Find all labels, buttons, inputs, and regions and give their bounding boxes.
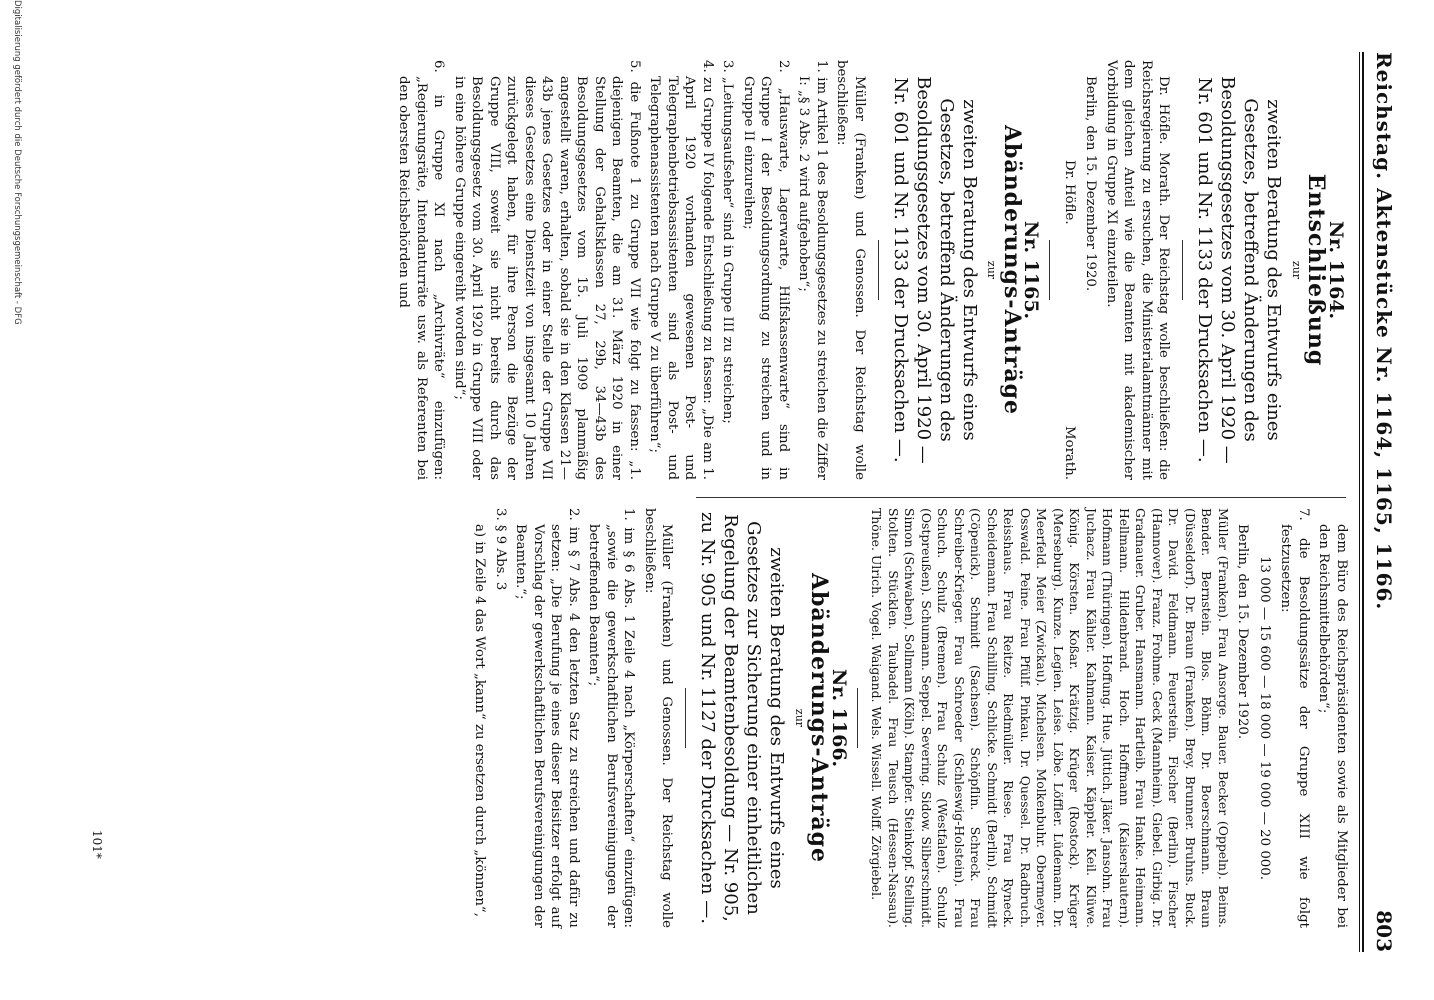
list-item: 1. im § 6 Abs. 1 Zeile 4 nach „Körperschaften“ einzufügen: „sowie die gewerkschaftlichen Berufsvereinigungen der betreffenden Beamten“; bbox=[586, 508, 637, 928]
intro-1165: Müller (Franken) und Genossen. Der Reichstag wolle beschließen: bbox=[834, 60, 867, 480]
list-item: 3. § 9 Abs. 3 bbox=[493, 508, 508, 591]
list-item: a) in Zeile 4 das Wort „kann“ zu ersetzen durch „können“, bbox=[472, 524, 488, 917]
antraege-heading-1166: Abänderungs-Anträge bbox=[806, 572, 833, 863]
continuation-line: dem Büro des Reichspräsidenten sowie als Mitglieder bei den Reichsmittelbehörden“; bbox=[1316, 524, 1349, 928]
page-number: 803 bbox=[1372, 910, 1396, 952]
signatories-list: Müller (Franken). Frau Ansorge. Bauer. Becker (Oppeln). Beims. Bender. Bernstein. Blos. Böhm. Dr. Boerschmann. Braun (Düsseldorf). Dr. Braun (Franken). Brey. Brunner. Bruhns. Buck. Dr. David. Feldmann. Feuerstein. Fischer (Berlin). Fischer (Hannover). Franz. Frohme. Geck (Mannheim). Giebel. Girbig. Dr. Gradnauer. Gruber. Hansmann. Hartleib. Frau Hanke. Heimann. Hellmann. Hildenbrand. Hoch. Hoffmann (Kaiserslautern). Hofmann (Thüringen). Hoffung. Hue. Jüttich. Jäker. Jansohn. Frau Juchacz. Frau Kähler. Kahmann. Kaiser. Käppler. Keil. Klüwe. König. Körsten. Koßar. Krätzig. Krüger (Rostock). Krüger (Merseburg). Kunze. Legien. Leise. Löbe. Löffler. Lüdemann. Dr. Meerfeld. Meier (Zwickau). Michelsen. Molkenbuhr. Obermeyer. Osswald. Peine. Frau Pfülf. Pinkau. Dr. Quessel. Dr. Radbruch. Reisshaus. Frau Reitze. Riedmüller. Riese. Frau Ryneck. Scheidemann. Frau Schilling. Schlicke. Schmidt (Berlin). Schmidt (Cöpenick). Schmidt (Sachsen). Schöpflin. Schreck. Frau Schreiber-Krieger. Frau Schroeder (Schleswig-Holstein). Frau Schuch. Schulz (Bremen). Frau Schulz (Westfalen). Schulz (Ostpreußen). Schumann. Seppel. Severing. Sidow. Silberschmidt. Simon (Schwaben). Sollmann (Köln). Stampfer. Steinkopf. Stelling. Stolten. Stücklen. Taubadel. Frau Teusch (Hessen-Nassau). Thöne. Ulrich. Vogel. Waigand. Wels. Wissell. Wolff. Zörgiebel. bbox=[869, 508, 1231, 928]
column-separator bbox=[696, 497, 1346, 498]
heading-1165: zweiten Beratung des Entwurfs eines Gesetzes, betreffend Änderungen des Besoldungsgesetzes vom 30. April 1920 — Nr. 601 und Nr. 1133 der Drucksachen —. bbox=[890, 76, 980, 464]
list-item: 6. in Gruppe XI nach „Archivräte“ einzufügen: „Regierungsräte, Intendanturräte usw. als Referenten bei den obersten Reichsbehörden und bbox=[396, 60, 447, 480]
intro-1166: Müller (Franken) und Genossen. Der Reichstag wolle beschließen: bbox=[642, 508, 675, 928]
divider bbox=[1050, 240, 1051, 300]
divider bbox=[857, 688, 858, 748]
list-item: 5. die Fußnote 1 zu Gruppe VII wie folgt zu fassen: „1. diejenigen Beamten, die am 31. März 1920 in einer Stellung der Gehaltsklassen 27, 29b, 34—43b des Besoldungsgesetzes vom 15. Juli 1909 planmäßig angestellt waren, erhalten, sobald sie in den Klassen 21—43b jenes Gesetzes oder in einer Stelle der Gruppe VII dieses Gesetzes eine Dienstzeit von insgesamt 10 Jahren zurückgelegt haben, für ihre Person die Bezüge der Gruppe VIII, soweit sie nicht bereits durch das Besoldungsgesetz vom 30. April 1920 in Gruppe VIII oder in eine höhere Gruppe eingereiht worden sind“; bbox=[452, 60, 642, 480]
paragraph-1164: Dr. Höfle. Morath. Der Reichstag wolle beschließen: die Reichsregierung zu ersuchen, die Ministerialamtmänner mit dem gleichen Anteil wie die Beamten mit akademischer Vorbildung in Gruppe XI einzuteilen. bbox=[1104, 60, 1172, 480]
left-column bbox=[392, 60, 1350, 480]
nr-1165-title: Nr. 1165. bbox=[1020, 220, 1043, 320]
zur-label: zur bbox=[793, 708, 806, 728]
header-rule-thin bbox=[1359, 52, 1360, 952]
zur-label: zur bbox=[985, 260, 999, 280]
date-1165: Berlin, den 15. Dezember 1920. bbox=[1235, 524, 1251, 740]
list-item: 2. im § 7 Abs. 4 den letzten Satz zu streichen und dafür zu setzen: „Die Berufung je eines dieser Beisitzer erfolgt auf Vorschlag der gewerkschaftlichen Berufsvereinigungen der Beamten.“; bbox=[513, 508, 581, 928]
list-item: 3. „Leitungsaufseher“ sind in Gruppe III zu streichen; bbox=[720, 60, 736, 424]
salary-figures: 13 000 — 15 600 — 18 000 — 19 000 — 20 000. bbox=[1257, 556, 1272, 880]
entschliessung-heading: Entschließung bbox=[1303, 173, 1330, 367]
item-7: 7. die Besoldungssätze der Gruppe XIII wie folgt festzusetzen: bbox=[1278, 508, 1311, 928]
divider bbox=[1183, 240, 1184, 300]
folio-mark: 101* bbox=[90, 830, 104, 859]
items-1166 bbox=[471, 508, 638, 928]
divider bbox=[878, 240, 879, 300]
list-item: 1. im Artikel 1 des Besoldungsgesetzes zu streichen die Ziffer I: „§ 3 Abs. 2 wird aufgehoben“; bbox=[796, 60, 829, 480]
heading-1164: zweiten Beratung des Entwurfs eines Gesetzes, betreffend Änderungen des Besoldungsgesetzes vom 30. April 1920 — Nr. 601 und Nr. 1133 der Drucksachen —. bbox=[1194, 76, 1285, 464]
heading-1166: zweiten Beratung des Entwurfs eines Gesetzes zur Sicherung einer einheitlichen Regelung der Beamtenbesoldung — Nr. 905, zu Nr. 905 und Nr. 1127 der Drucksachen —. bbox=[697, 512, 788, 924]
right-column bbox=[468, 508, 1350, 928]
list-item: 4. zu Gruppe IV folgende Entschließung zu fassen: „Die am 1. April 1920 vorhanden gewesenen Post- und Telegraphenbetriebsassistenten sind als Post- und Telegraphenassistenten nach Gruppe V zu überführen“; bbox=[647, 60, 715, 480]
signature-hoefle: Dr. Höfle. bbox=[1062, 160, 1077, 225]
date-1164: Berlin, den 15. Dezember 1920. bbox=[1083, 76, 1099, 292]
header-rule bbox=[1362, 52, 1364, 952]
signature-morath: Morath. bbox=[1062, 425, 1077, 480]
nr-1166-title: Nr. 1166. bbox=[828, 668, 850, 768]
list-item: 2. „Hauswarte, Lagerwarte, Hilfskassenwarte“ sind in Gruppe I der Besoldungsordnung zu streichen und in Gruppe II einzureihen; bbox=[741, 60, 791, 480]
dfg-footnote: Digitalisierung gefördert durch die Deutsche Forschungsgemeinschaft - DFG bbox=[12, 0, 22, 325]
divider bbox=[686, 688, 687, 748]
page-header bbox=[1362, 52, 1396, 952]
header-title: Reichstag. Aktenstücke Nr. 1164, 1165, 1166. bbox=[1372, 52, 1396, 611]
signature-block bbox=[1061, 60, 1079, 480]
nr-1164-title: Nr. 1164. bbox=[1325, 220, 1347, 320]
items-1165 bbox=[395, 60, 830, 480]
zur-label: zur bbox=[1290, 260, 1303, 280]
antraege-heading: Abänderungs-Anträge bbox=[999, 124, 1025, 415]
